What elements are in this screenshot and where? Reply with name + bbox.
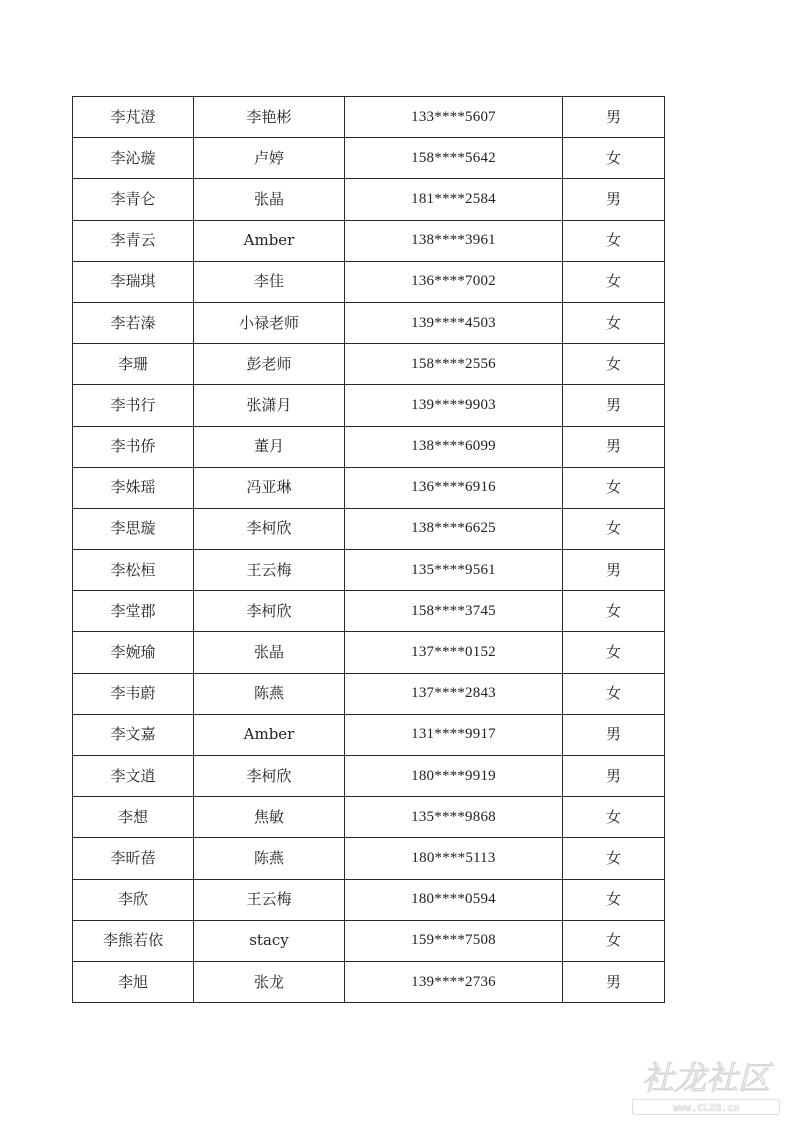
table-row [73, 467, 665, 508]
table-row [73, 426, 665, 467]
phone-number-cell: 139****9903 [345, 385, 563, 426]
gender-cell: 男 [563, 385, 665, 426]
phone-number-cell: 180****0594 [345, 879, 563, 920]
watermark-url-text: www.CLZG.cn [672, 1103, 740, 1114]
watermark-logo-text: 社龙社区 [641, 1059, 771, 1097]
phone-number-cell: 131****9917 [345, 714, 563, 755]
gender-cell: 男 [563, 961, 665, 1002]
phone-number-cell: 181****2584 [345, 179, 563, 220]
table-row [73, 138, 665, 179]
phone-number-cell: 135****9561 [345, 550, 563, 591]
student-name-cell: 李若溱 [73, 302, 194, 343]
student-name-cell: 李思璇 [73, 508, 194, 549]
gender-cell: 女 [563, 302, 665, 343]
gender-cell: 女 [563, 920, 665, 961]
phone-number-cell: 139****4503 [345, 302, 563, 343]
phone-number-cell: 180****5113 [345, 838, 563, 879]
student-name-cell: 李书行 [73, 385, 194, 426]
phone-number-cell: 136****7002 [345, 261, 563, 302]
teacher-name-cell: 张晶 [194, 632, 345, 673]
gender-cell: 女 [563, 467, 665, 508]
phone-number-cell: 138****6625 [345, 508, 563, 549]
roster-table-body [73, 97, 665, 1003]
teacher-name-cell: 董月 [194, 426, 345, 467]
table-row [73, 261, 665, 302]
gender-cell: 女 [563, 508, 665, 549]
gender-cell: 女 [563, 220, 665, 261]
student-name-cell: 李婉瑜 [73, 632, 194, 673]
phone-number-cell: 136****6916 [345, 467, 563, 508]
teacher-name-cell: 张晶 [194, 179, 345, 220]
teacher-name-cell: 李柯欣 [194, 756, 345, 797]
phone-number-cell: 135****9868 [345, 797, 563, 838]
table-row [73, 302, 665, 343]
teacher-name-cell: 王云梅 [194, 550, 345, 591]
phone-number-cell: 139****2736 [345, 961, 563, 1002]
gender-cell: 女 [563, 797, 665, 838]
phone-number-cell: 137****2843 [345, 673, 563, 714]
student-name-cell: 李青仑 [73, 179, 194, 220]
gender-cell: 男 [563, 714, 665, 755]
gender-cell: 女 [563, 632, 665, 673]
watermark-url [632, 1099, 780, 1115]
student-name-cell: 李芃澄 [73, 97, 194, 138]
teacher-name-cell: 李佳 [194, 261, 345, 302]
student-name-cell: 李文嘉 [73, 714, 194, 755]
student-name-cell: 李欣 [73, 879, 194, 920]
table-row [73, 220, 665, 261]
phone-number-cell: 137****0152 [345, 632, 563, 673]
phone-number-cell: 180****9919 [345, 756, 563, 797]
table-row [73, 591, 665, 632]
table-row [73, 714, 665, 755]
table-row [73, 97, 665, 138]
teacher-name-cell: 李柯欣 [194, 508, 345, 549]
teacher-name-cell: Amber [194, 220, 345, 261]
gender-cell: 女 [563, 838, 665, 879]
student-name-cell: 李熊若依 [73, 920, 194, 961]
student-name-cell: 李韦蔚 [73, 673, 194, 714]
teacher-name-cell: 陈燕 [194, 838, 345, 879]
phone-number-cell: 159****7508 [345, 920, 563, 961]
student-name-cell: 李松桓 [73, 550, 194, 591]
roster-sheet [72, 96, 664, 1003]
phone-number-cell: 133****5607 [345, 97, 563, 138]
table-row [73, 961, 665, 1002]
gender-cell: 女 [563, 591, 665, 632]
student-name-cell: 李堂郡 [73, 591, 194, 632]
gender-cell: 男 [563, 756, 665, 797]
phone-number-cell: 158****5642 [345, 138, 563, 179]
table-row [73, 508, 665, 549]
gender-cell: 女 [563, 138, 665, 179]
table-row [73, 550, 665, 591]
table-row [73, 797, 665, 838]
table-row [73, 179, 665, 220]
table-row [73, 673, 665, 714]
gender-cell: 男 [563, 97, 665, 138]
student-name-cell: 李书侨 [73, 426, 194, 467]
watermark-logo [626, 1055, 786, 1099]
phone-number-cell: 138****3961 [345, 220, 563, 261]
teacher-name-cell: 张潇月 [194, 385, 345, 426]
gender-cell: 女 [563, 879, 665, 920]
teacher-name-cell: 冯亚琳 [194, 467, 345, 508]
gender-cell: 女 [563, 344, 665, 385]
student-name-cell: 李珊 [73, 344, 194, 385]
teacher-name-cell: 焦敏 [194, 797, 345, 838]
teacher-name-cell: stacy [194, 920, 345, 961]
table-row [73, 344, 665, 385]
student-name-cell: 李瑞琪 [73, 261, 194, 302]
teacher-name-cell: 卢婷 [194, 138, 345, 179]
student-name-cell: 李昕蓓 [73, 838, 194, 879]
site-watermark [626, 1055, 786, 1117]
teacher-name-cell: 张龙 [194, 961, 345, 1002]
table-row [73, 756, 665, 797]
teacher-name-cell: 李柯欣 [194, 591, 345, 632]
table-row [73, 385, 665, 426]
phone-number-cell: 138****6099 [345, 426, 563, 467]
student-name-cell: 李想 [73, 797, 194, 838]
student-name-cell: 李旭 [73, 961, 194, 1002]
teacher-name-cell: 彭老师 [194, 344, 345, 385]
gender-cell: 男 [563, 426, 665, 467]
student-name-cell: 李青云 [73, 220, 194, 261]
phone-number-cell: 158****2556 [345, 344, 563, 385]
gender-cell: 女 [563, 261, 665, 302]
student-name-cell: 李沁璇 [73, 138, 194, 179]
phone-number-cell: 158****3745 [345, 591, 563, 632]
gender-cell: 男 [563, 550, 665, 591]
gender-cell: 男 [563, 179, 665, 220]
roster-table [72, 96, 665, 1003]
teacher-name-cell: 王云梅 [194, 879, 345, 920]
student-name-cell: 李文逍 [73, 756, 194, 797]
student-name-cell: 李姝瑶 [73, 467, 194, 508]
teacher-name-cell: 小禄老师 [194, 302, 345, 343]
teacher-name-cell: Amber [194, 714, 345, 755]
gender-cell: 女 [563, 673, 665, 714]
teacher-name-cell: 陈燕 [194, 673, 345, 714]
table-row [73, 879, 665, 920]
table-row [73, 838, 665, 879]
table-row [73, 920, 665, 961]
teacher-name-cell: 李艳彬 [194, 97, 345, 138]
table-row [73, 632, 665, 673]
